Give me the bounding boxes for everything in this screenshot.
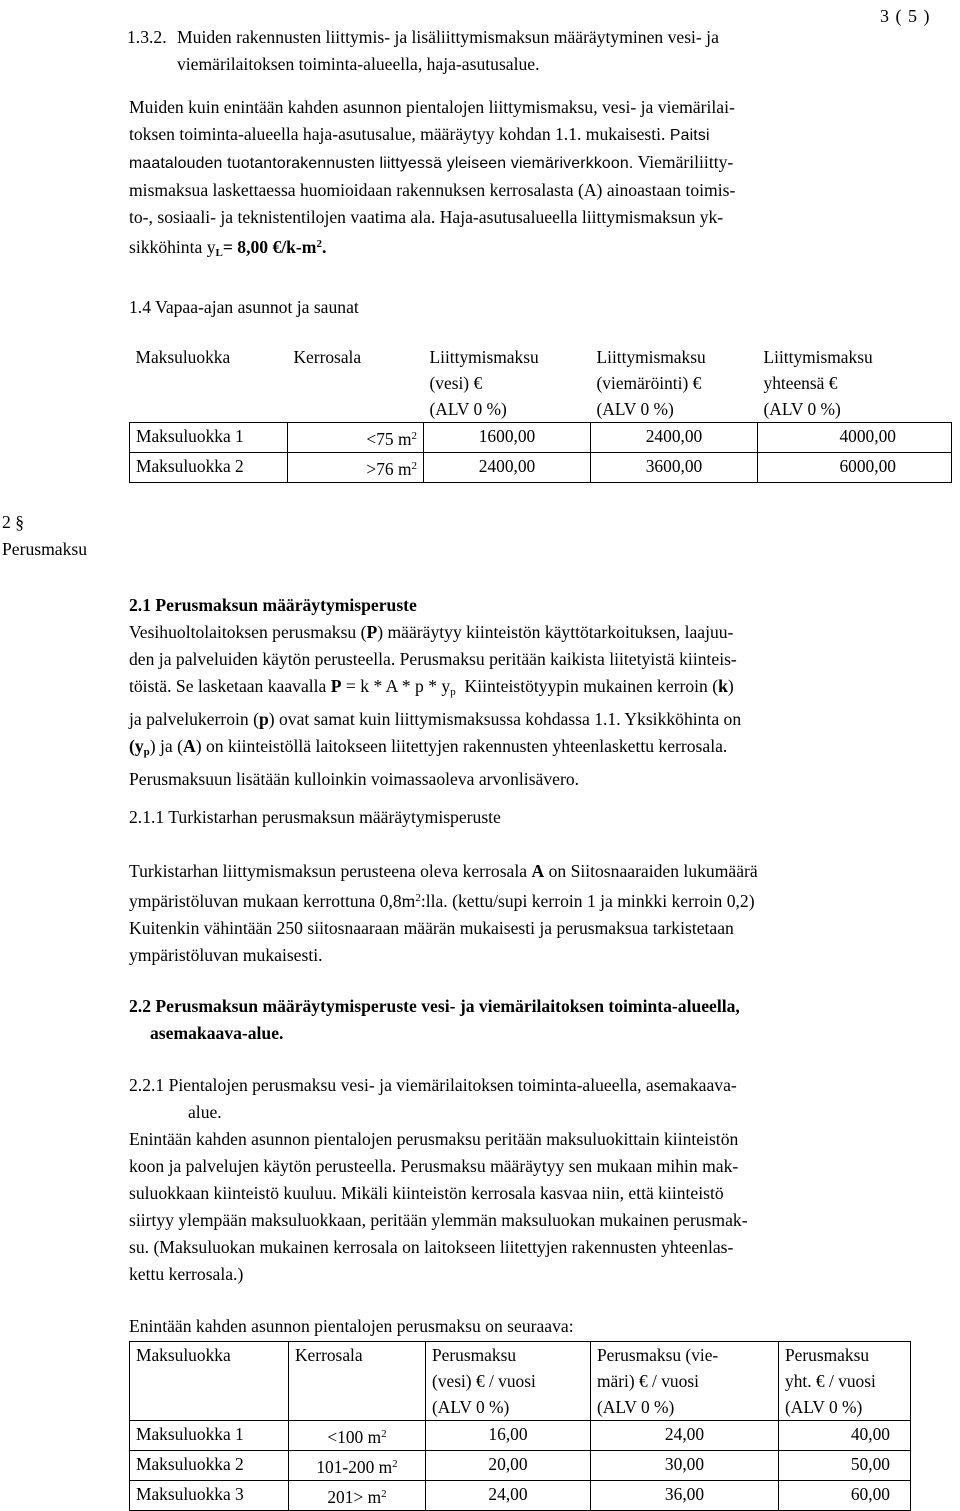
- text-fragment: töistä. Se lasketaan kaavalla: [129, 676, 327, 696]
- class-cell: Maksuluokka 2: [130, 1451, 289, 1481]
- area-cell: [289, 1421, 426, 1451]
- header-text: Kerrosala: [295, 1345, 363, 1365]
- sewer-cell: 30,00: [591, 1451, 779, 1481]
- heading-line: [129, 1020, 951, 1047]
- text-fragment: Paitsi: [669, 127, 710, 144]
- text-line: ympäristöluvan mukaisesti.: [129, 945, 323, 965]
- heading-text: 2.1 Perusmaksun määräytymisperuste: [129, 595, 417, 615]
- text-line: $(y_p)$ ja (A) on kiinteistöllä laitokseen liitettyjen rakennusten yhteenlaskettu kerrosala.: [129, 736, 728, 758]
- total-cell: 40,00: [779, 1421, 911, 1451]
- sewer-cell: 2400,00: [591, 423, 758, 453]
- heading-line: alue.: [188, 1102, 222, 1122]
- class-cell: Maksuluokka 1: [130, 423, 288, 453]
- superscript: 2: [411, 460, 417, 472]
- page-number: 3 ( 5 ): [880, 6, 931, 26]
- total-cell: 6000,00: [758, 453, 952, 483]
- section-2-2-heading: [129, 993, 951, 1047]
- header-text: (ALV 0 %): [429, 399, 507, 419]
- price-value: = 8,00 €/k-m: [222, 237, 317, 257]
- heading-line: viemärilaitoksen toiminta-alueella, haja-asutusalue.: [177, 54, 540, 74]
- header-text: Maksuluokka: [135, 347, 231, 367]
- text-fragment: ympäristöluvan mukaan kerrottuna 0,8m: [129, 891, 416, 911]
- header-cell: [591, 1342, 779, 1421]
- area-text: <100 m: [327, 1427, 382, 1447]
- area-text: 101-200 m: [316, 1457, 393, 1477]
- header-text: Perusmaksu: [432, 1345, 517, 1365]
- table-header-row: [130, 344, 952, 423]
- area-cell: [288, 453, 424, 483]
- area-text: 201> m: [327, 1487, 382, 1507]
- subscript: p: [450, 686, 456, 698]
- class-cell: Maksuluokka 3: [130, 1481, 289, 1511]
- subscript: p: [143, 746, 150, 758]
- header-cell: [426, 1342, 591, 1421]
- heading-text: asemakaava-alue.: [150, 1023, 284, 1043]
- text-line: koon ja palvelujen käytön perusteella. Perusmaksu määräytyy sen mukaan mihin mak-: [129, 1156, 739, 1176]
- text-fragment: .: [321, 237, 327, 257]
- table-row: [130, 1451, 911, 1481]
- sewer-cell: 3600,00: [591, 453, 758, 483]
- header-text: märi) € / vuosi: [597, 1371, 699, 1391]
- formula-line: töistä. Se lasketaan kaavalla $P = k * A * p * y_p$ Kiinteistötyypin mukainen kerroin (k): [129, 676, 734, 698]
- header-text: (viemäröinti) €: [596, 373, 702, 393]
- header-cell: [758, 344, 952, 423]
- text-line: Enintään kahden asunnon pientalojen perusmaksu peritään maksuluokittain kiinteistön: [129, 1129, 739, 1149]
- text-fragment: toksen toiminta-alueella haja-asutusalue, määräytyy kohdan 1.1. mukaisesti.: [129, 124, 666, 144]
- text-line: [129, 885, 951, 915]
- header-text: (vesi) € / vuosi: [432, 1371, 536, 1391]
- header-cell: [779, 1342, 911, 1421]
- superscript: 2: [415, 892, 421, 904]
- header-text: Kerrosala: [293, 347, 362, 367]
- table-basic-fees: [129, 1341, 911, 1511]
- text-line: [129, 149, 951, 177]
- table-row: [130, 453, 952, 483]
- section-label: Perusmaksu: [2, 539, 88, 559]
- section-2-1-1: [129, 858, 951, 969]
- section-2-1: [129, 592, 951, 793]
- text-line: suluokkaan kiinteistö kuuluu. Mikäli kiinteistön kerrosala kasvaa niin, että kiinteistö: [129, 1183, 724, 1203]
- text-fragment: Kiinteistötyypin mukainen kerroin (k): [464, 676, 734, 696]
- text-line: Kuitenkin vähintään 250 siitosnaaraan määrän mukaisesti ja perusmaksua tarkistetaan: [129, 918, 734, 938]
- total-cell: 60,00: [779, 1481, 911, 1511]
- section-number: 2: [2, 512, 11, 532]
- header-text: Liittymismaksu: [763, 347, 873, 367]
- header-cell: [289, 1342, 426, 1421]
- header-text: (ALV 0 %): [432, 1397, 510, 1417]
- header-text: (vesi) €: [429, 373, 483, 393]
- header-text: (ALV 0 %): [785, 1397, 863, 1417]
- text-fragment: maatalouden tuotantorakennusten liittyessä yleiseen viemäriverkkoon.: [129, 155, 634, 172]
- section-heading-1-4: 1.4 Vapaa-ajan asunnot ja saunat: [129, 297, 359, 317]
- header-cell: [130, 1342, 289, 1421]
- sewer-cell: 36,00: [591, 1481, 779, 1511]
- text-line: [129, 121, 951, 149]
- water-cell: 16,00: [426, 1421, 591, 1451]
- header-text: yhteensä €: [763, 373, 838, 393]
- superscript: 2: [381, 1488, 387, 1500]
- header-cell: [130, 344, 288, 423]
- header-text: Perusmaksu (vie-: [597, 1345, 719, 1365]
- header-text: Liittymismaksu: [596, 347, 706, 367]
- area-cell: [289, 1481, 426, 1511]
- table-intro: Enintään kahden asunnon pientalojen perusmaksu on seuraava:: [129, 1316, 574, 1336]
- header-cell: [591, 344, 758, 423]
- total-cell: 50,00: [779, 1451, 911, 1481]
- total-cell: 4000,00: [758, 423, 952, 453]
- section-number: 1.3.2.: [127, 27, 167, 47]
- table-row: [130, 1481, 911, 1511]
- header-text: (ALV 0 %): [597, 1397, 675, 1417]
- text-line: siirtyy ylempään maksuluokkaan, peritään ylemmän maksuluokan mukainen perusmak-: [129, 1210, 748, 1230]
- text-line: mismaksua laskettaessa huomioidaan rakennuksen kerrosalasta (A) ainoastaan toimis-: [129, 180, 736, 200]
- text-line: den ja palveluiden käytön perusteella. Perusmaksu peritään kaikista liitetyistä kiinteis-: [129, 649, 737, 669]
- table-header-row: [130, 1342, 911, 1421]
- text-fragment: sikköhinta y: [129, 237, 216, 257]
- area-text: <75 m: [366, 429, 412, 449]
- header-cell: [424, 344, 591, 423]
- text-fragment: :lla. (kettu/supi kerroin 1 ja minkki kerroin 0,2): [420, 891, 755, 911]
- header-cell: [288, 344, 424, 423]
- section-number-line: [2, 509, 87, 536]
- section-2-2-1: [129, 1072, 951, 1288]
- superscript: 2: [392, 1458, 398, 1470]
- header-text: (ALV 0 %): [596, 399, 674, 419]
- section-2-1-1-heading: 2.1.1 Turkistarhan perusmaksun määräytymisperuste: [129, 807, 501, 827]
- superscript: 2: [381, 1428, 387, 1440]
- heading-line: Muiden rakennusten liittymis- ja lisäliittymismaksun määräytyminen vesi- ja: [177, 27, 719, 47]
- subscript: L: [215, 247, 223, 259]
- water-cell: 20,00: [426, 1451, 591, 1481]
- header-text: Maksuluokka: [136, 1345, 231, 1365]
- paragraph-other-buildings: [129, 94, 951, 267]
- text-line: su. (Maksuluokan mukainen kerrosala on laitokseen liitettyjen rakennusten yhteenlas-: [129, 1237, 734, 1257]
- table-row: [130, 423, 952, 453]
- section-sign-icon: §: [15, 512, 24, 532]
- table-row: [130, 1421, 911, 1451]
- text-line: Perusmaksuun lisätään kulloinkin voimassaoleva arvonlisävero.: [129, 769, 580, 789]
- water-cell: 2400,00: [424, 453, 591, 483]
- header-text: Liittymismaksu: [429, 347, 539, 367]
- sidebar-section-label: [2, 509, 87, 563]
- area-cell: [288, 423, 424, 453]
- text-line: ja palvelukerroin (p) ovat samat kuin liittymismaksussa kohdassa 1.1. Yksikköhinta on: [129, 709, 742, 729]
- heading-text: 2.2 Perusmaksun määräytymisperuste vesi- ja viemärilaitoksen toiminta-alueella,: [129, 996, 740, 1016]
- header-text: (ALV 0 %): [763, 399, 841, 419]
- water-cell: 24,00: [426, 1481, 591, 1511]
- heading-line: [129, 993, 951, 1020]
- sewer-cell: 24,00: [591, 1421, 779, 1451]
- area-text: >76 m: [366, 459, 412, 479]
- header-text: yht. € / vuosi: [785, 1371, 876, 1391]
- table-vacation-homes: [129, 344, 952, 483]
- superscript: 2: [411, 430, 417, 442]
- class-cell: Maksuluokka 2: [130, 453, 288, 483]
- text-line: to-, sosiaali- ja teknistentilojen vaatima ala. Haja-asutusalueella liittymismaksun yk-: [129, 207, 724, 227]
- heading-line: 2.2.1 Pientalojen perusmaksu vesi- ja viemärilaitoksen toiminta-alueella, asemakaava-: [129, 1075, 737, 1095]
- unit-price-line: [129, 231, 951, 267]
- header-text: Perusmaksu: [785, 1345, 870, 1365]
- text-line: Turkistarhan liittymismaksun perusteena oleva kerrosala A on Siitosnaaraiden lukumäärä: [129, 861, 758, 881]
- area-cell: [289, 1451, 426, 1481]
- section-heading: [129, 592, 951, 619]
- water-cell: 1600,00: [424, 423, 591, 453]
- text-line: Muiden kuin enintään kahden asunnon pientalojen liittymismaksu, vesi- ja viemärilai-: [129, 97, 735, 117]
- text-fragment: Viemäriliitty-: [637, 152, 734, 172]
- superscript: 2: [316, 238, 322, 250]
- text-line: kettu kerrosala.): [129, 1264, 244, 1284]
- class-cell: Maksuluokka 1: [130, 1421, 289, 1451]
- text-line: Vesihuoltolaitoksen perusmaksu (P) määräytyy kiinteistön käyttötarkoituksen, laajuu-: [129, 622, 734, 642]
